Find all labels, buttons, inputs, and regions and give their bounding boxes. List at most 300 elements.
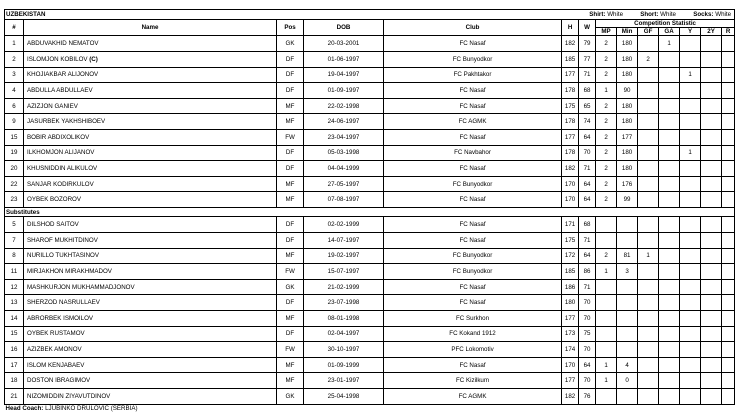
player-w: 86 — [579, 264, 596, 280]
player-y2 — [701, 161, 722, 177]
player-y2 — [701, 51, 722, 67]
player-w: 68 — [579, 83, 596, 99]
player-row — [5, 326, 735, 342]
col-name: Name — [24, 20, 277, 36]
player-min: 180 — [617, 114, 638, 130]
player-h: 175 — [562, 233, 579, 249]
player-row — [5, 342, 735, 358]
player-pos: MF — [277, 248, 304, 264]
player-name — [24, 310, 277, 326]
player-y — [680, 342, 701, 358]
player-club: FC Nasaf — [384, 83, 562, 99]
player-min — [617, 233, 638, 249]
player-name-text: ISLOMJON KOBILOV — [27, 55, 88, 63]
player-num: 19 — [5, 145, 24, 161]
player-dob: 25-04-1998 — [304, 388, 384, 404]
player-mp — [596, 326, 617, 342]
player-name-text: SHAROF MUKHITDINOV — [27, 236, 98, 244]
player-w: 79 — [579, 36, 596, 52]
player-ga — [659, 145, 680, 161]
player-name — [24, 129, 277, 145]
player-r — [722, 233, 735, 249]
player-min: 3 — [617, 264, 638, 280]
subs-body — [5, 217, 735, 404]
player-gf — [638, 98, 659, 114]
player-h: 173 — [562, 326, 579, 342]
player-y — [680, 388, 701, 404]
player-y2 — [701, 145, 722, 161]
player-mp: 1 — [596, 373, 617, 389]
player-pos: DF — [277, 67, 304, 83]
player-name-text: ABDULLA ABDULLAEV — [27, 86, 93, 94]
player-club: FC Nasaf — [384, 217, 562, 233]
player-club: FC Kokand 1912 — [384, 326, 562, 342]
player-y — [680, 98, 701, 114]
player-num: 3 — [5, 67, 24, 83]
player-pos: MF — [277, 357, 304, 373]
player-h: 177 — [562, 129, 579, 145]
player-name — [24, 388, 277, 404]
player-h: 185 — [562, 264, 579, 280]
player-name-text: SANJAR KODIRKULOV — [27, 180, 94, 188]
player-y2 — [701, 342, 722, 358]
player-y2 — [701, 192, 722, 208]
player-mp: 2 — [596, 161, 617, 177]
player-dob: 19-04-1997 — [304, 67, 384, 83]
player-h: 178 — [562, 114, 579, 130]
player-y — [680, 51, 701, 67]
player-num: 7 — [5, 233, 24, 249]
player-mp — [596, 279, 617, 295]
col-pos: Pos — [277, 20, 304, 36]
player-name — [24, 326, 277, 342]
player-num: 5 — [5, 217, 24, 233]
player-dob: 08-01-1998 — [304, 310, 384, 326]
player-pos: MF — [277, 373, 304, 389]
player-name-text: ILKHOMJON ALIJANOV — [27, 149, 95, 157]
player-name-text: OYBEK BOZOROV — [27, 196, 81, 204]
player-num: 11 — [5, 264, 24, 280]
player-num: 2 — [5, 51, 24, 67]
player-min — [617, 310, 638, 326]
player-y — [680, 295, 701, 311]
col-club: Club — [384, 20, 562, 36]
player-w: 77 — [579, 51, 596, 67]
player-mp: 2 — [596, 67, 617, 83]
col-h: H — [562, 20, 579, 36]
player-pos: FW — [277, 264, 304, 280]
team-name: UZBEKISTAN — [5, 10, 562, 20]
short-label: Short: — [640, 11, 659, 18]
player-pos: DF — [277, 217, 304, 233]
player-club: FC Nasaf — [384, 36, 562, 52]
player-gf — [638, 264, 659, 280]
player-name — [24, 264, 277, 280]
shirt-color: White — [607, 11, 624, 18]
player-num: 4 — [5, 83, 24, 99]
player-pos: MF — [277, 114, 304, 130]
player-club: FC Nasaf — [384, 98, 562, 114]
player-gf — [638, 373, 659, 389]
player-name — [24, 248, 277, 264]
player-y — [680, 279, 701, 295]
player-pos: MF — [277, 192, 304, 208]
player-name-text: JASURBEK YAKHSHIBOEV — [27, 118, 106, 126]
short-color: White — [660, 11, 676, 18]
player-name — [24, 67, 277, 83]
player-row — [5, 51, 735, 67]
player-name-text: MIRJAKHON MIRAKHMADOV — [27, 267, 112, 275]
player-h: 170 — [562, 192, 579, 208]
player-min — [617, 279, 638, 295]
player-pos: GK — [277, 36, 304, 52]
player-gf — [638, 295, 659, 311]
player-min: 81 — [617, 248, 638, 264]
col-w: W — [579, 20, 596, 36]
player-name — [24, 217, 277, 233]
player-club: FC AGMK — [384, 114, 562, 130]
player-r — [722, 357, 735, 373]
col-2y: 2Y — [701, 28, 722, 36]
player-y — [680, 161, 701, 177]
player-h: 185 — [562, 51, 579, 67]
player-name-text: NURILLO TUKHTASINOV — [27, 252, 99, 260]
player-club: FC Bunyodkor — [384, 51, 562, 67]
player-min: 180 — [617, 36, 638, 52]
player-row — [5, 83, 735, 99]
player-pos: DF — [277, 295, 304, 311]
player-r — [722, 373, 735, 389]
player-y2 — [701, 83, 722, 99]
roster-table — [4, 9, 735, 413]
player-ga — [659, 51, 680, 67]
team-header-row — [5, 10, 735, 20]
player-dob: 04-04-1999 — [304, 161, 384, 177]
player-y2 — [701, 326, 722, 342]
player-name — [24, 83, 277, 99]
player-y — [680, 176, 701, 192]
player-gf: 2 — [638, 51, 659, 67]
player-row — [5, 279, 735, 295]
player-mp — [596, 295, 617, 311]
player-row — [5, 357, 735, 373]
player-w: 74 — [579, 114, 596, 130]
player-num: 16 — [5, 342, 24, 358]
player-r — [722, 192, 735, 208]
kit-colors — [562, 10, 735, 20]
player-h: 178 — [562, 145, 579, 161]
substitutes-row — [5, 207, 735, 217]
player-num: 8 — [5, 248, 24, 264]
player-pos: FW — [277, 342, 304, 358]
player-mp — [596, 233, 617, 249]
player-r — [722, 161, 735, 177]
player-y2 — [701, 36, 722, 52]
player-y2 — [701, 98, 722, 114]
player-name-text: AZIZJON GANIEV — [27, 102, 78, 110]
player-name — [24, 98, 277, 114]
player-w: 71 — [579, 161, 596, 177]
captain-mark: (C) — [89, 55, 98, 63]
player-name — [24, 161, 277, 177]
player-y — [680, 129, 701, 145]
player-name-text: SHERZOD NASRULLAEV — [27, 299, 100, 307]
player-dob: 24-06-1997 — [304, 114, 384, 130]
player-y2 — [701, 264, 722, 280]
player-mp — [596, 310, 617, 326]
player-row — [5, 373, 735, 389]
player-gf — [638, 310, 659, 326]
player-ga — [659, 192, 680, 208]
player-r — [722, 83, 735, 99]
player-num: 22 — [5, 176, 24, 192]
player-name — [24, 373, 277, 389]
player-mp: 1 — [596, 357, 617, 373]
player-mp: 2 — [596, 36, 617, 52]
player-y — [680, 326, 701, 342]
player-r — [722, 264, 735, 280]
player-club: FC Kizilkum — [384, 373, 562, 389]
player-mp: 2 — [596, 98, 617, 114]
player-h: 180 — [562, 295, 579, 311]
player-h: 182 — [562, 388, 579, 404]
player-h: 170 — [562, 176, 579, 192]
player-name — [24, 36, 277, 52]
player-gf — [638, 326, 659, 342]
player-ga — [659, 217, 680, 233]
player-club: FC AGMK — [384, 388, 562, 404]
player-pos: FW — [277, 129, 304, 145]
player-num: 9 — [5, 114, 24, 130]
player-r — [722, 176, 735, 192]
player-min — [617, 388, 638, 404]
player-club: FC Nasaf — [384, 295, 562, 311]
player-h: 175 — [562, 98, 579, 114]
player-min — [617, 342, 638, 358]
player-name — [24, 233, 277, 249]
player-gf — [638, 342, 659, 358]
player-mp: 2 — [596, 51, 617, 67]
player-dob: 27-05-1997 — [304, 176, 384, 192]
player-num: 13 — [5, 295, 24, 311]
col-ga: GA — [659, 28, 680, 36]
player-gf — [638, 67, 659, 83]
coach-row — [5, 404, 735, 413]
player-name-text: KHUSNIDDIN ALIKULOV — [27, 164, 98, 172]
player-min: 180 — [617, 161, 638, 177]
player-row — [5, 217, 735, 233]
player-ga — [659, 176, 680, 192]
col-dob: DOB — [304, 20, 384, 36]
player-row — [5, 129, 735, 145]
player-pos: GK — [277, 279, 304, 295]
player-club: FC Nasaf — [384, 161, 562, 177]
player-gf — [638, 357, 659, 373]
player-ga — [659, 310, 680, 326]
player-mp: 2 — [596, 114, 617, 130]
player-min — [617, 217, 638, 233]
player-w: 71 — [579, 67, 596, 83]
player-mp: 2 — [596, 145, 617, 161]
player-gf — [638, 388, 659, 404]
col-comp: Competition Statistic — [596, 20, 735, 28]
player-pos: DF — [277, 145, 304, 161]
player-dob: 01-09-1999 — [304, 357, 384, 373]
shirt-label: Shirt: — [589, 11, 606, 18]
player-gf — [638, 114, 659, 130]
player-y2 — [701, 248, 722, 264]
player-mp: 2 — [596, 192, 617, 208]
player-club: FC Navbahor — [384, 145, 562, 161]
player-dob: 15-07-1997 — [304, 264, 384, 280]
player-club: PFC Lokomotiv — [384, 342, 562, 358]
player-dob: 30-10-1997 — [304, 342, 384, 358]
player-r — [722, 217, 735, 233]
player-y — [680, 373, 701, 389]
player-gf — [638, 176, 659, 192]
player-gf — [638, 129, 659, 145]
player-dob: 23-01-1997 — [304, 373, 384, 389]
player-dob: 23-04-1997 — [304, 129, 384, 145]
player-name-text: ISLOM KENJABAEV — [27, 361, 85, 369]
player-ga — [659, 114, 680, 130]
col-min: Min — [617, 28, 638, 36]
player-mp: 2 — [596, 129, 617, 145]
player-r — [722, 342, 735, 358]
player-w: 70 — [579, 342, 596, 358]
player-name-text: DILSHOD SAITOV — [27, 221, 79, 229]
player-name-text: ABRORBEK ISMOILOV — [27, 314, 94, 322]
player-ga — [659, 129, 680, 145]
player-num: 15 — [5, 326, 24, 342]
player-club: FC Bunyodkor — [384, 176, 562, 192]
player-ga — [659, 373, 680, 389]
player-gf — [638, 145, 659, 161]
col-r: R — [722, 28, 735, 36]
player-y — [680, 217, 701, 233]
player-y — [680, 357, 701, 373]
player-row — [5, 114, 735, 130]
player-name — [24, 279, 277, 295]
player-row — [5, 388, 735, 404]
player-pos: DF — [277, 233, 304, 249]
player-min: 180 — [617, 67, 638, 83]
player-ga — [659, 388, 680, 404]
player-h: 186 — [562, 279, 579, 295]
player-r — [722, 51, 735, 67]
col-y: Y — [680, 28, 701, 36]
player-mp: 2 — [596, 176, 617, 192]
player-min: 180 — [617, 98, 638, 114]
player-dob: 01-06-1997 — [304, 51, 384, 67]
player-dob: 05-03-1998 — [304, 145, 384, 161]
player-y2 — [701, 217, 722, 233]
player-mp: 1 — [596, 264, 617, 280]
player-y2 — [701, 114, 722, 130]
player-gf — [638, 36, 659, 52]
player-num: 1 — [5, 36, 24, 52]
player-w: 70 — [579, 373, 596, 389]
player-y: 1 — [680, 145, 701, 161]
player-num: 17 — [5, 357, 24, 373]
player-ga — [659, 357, 680, 373]
player-h: 177 — [562, 373, 579, 389]
player-y2 — [701, 279, 722, 295]
player-name-text: NIZOMIDDIN ZIYAVUTDINOV — [27, 392, 111, 400]
player-ga — [659, 98, 680, 114]
player-min: 176 — [617, 176, 638, 192]
player-name-text: MASHKURJON MUKHAMMADJONOV — [27, 283, 135, 291]
col-mp: MP — [596, 28, 617, 36]
player-h: 172 — [562, 248, 579, 264]
player-w: 71 — [579, 233, 596, 249]
player-club: FC Nasaf — [384, 357, 562, 373]
player-mp — [596, 217, 617, 233]
player-name — [24, 192, 277, 208]
player-h: 171 — [562, 217, 579, 233]
player-club: FC Nasaf — [384, 233, 562, 249]
player-dob: 22-02-1998 — [304, 98, 384, 114]
player-w: 70 — [579, 310, 596, 326]
player-r — [722, 98, 735, 114]
starters-body — [5, 36, 735, 208]
player-y — [680, 192, 701, 208]
player-pos: MF — [277, 98, 304, 114]
coach-name: LJUBINKO DRULOVIC (SERBIA) — [45, 405, 138, 413]
player-gf — [638, 233, 659, 249]
player-gf — [638, 217, 659, 233]
player-name — [24, 357, 277, 373]
player-num: 20 — [5, 161, 24, 177]
player-club: FC Nasaf — [384, 192, 562, 208]
player-w: 70 — [579, 295, 596, 311]
column-header-row — [5, 20, 735, 28]
player-name — [24, 145, 277, 161]
player-ga — [659, 248, 680, 264]
player-club: FC Surkhon — [384, 310, 562, 326]
player-pos: GK — [277, 388, 304, 404]
coach-cell — [5, 404, 735, 413]
player-num: 18 — [5, 373, 24, 389]
player-r — [722, 248, 735, 264]
player-h: 178 — [562, 83, 579, 99]
player-y — [680, 248, 701, 264]
player-dob: 07-08-1997 — [304, 192, 384, 208]
player-ga — [659, 295, 680, 311]
player-num: 14 — [5, 310, 24, 326]
col-gf: GF — [638, 28, 659, 36]
player-y2 — [701, 357, 722, 373]
player-name — [24, 51, 277, 67]
player-club: FC Bunyodkor — [384, 248, 562, 264]
player-ga: 1 — [659, 36, 680, 52]
player-dob: 01-09-1997 — [304, 83, 384, 99]
player-club: FC Nasaf — [384, 129, 562, 145]
player-club: FC Nasaf — [384, 279, 562, 295]
player-y — [680, 83, 701, 99]
player-r — [722, 326, 735, 342]
player-ga — [659, 161, 680, 177]
player-row — [5, 36, 735, 52]
player-dob: 02-02-1999 — [304, 217, 384, 233]
col-num: # — [5, 20, 24, 36]
player-num: 15 — [5, 129, 24, 145]
player-y — [680, 36, 701, 52]
player-w: 75 — [579, 326, 596, 342]
player-r — [722, 67, 735, 83]
player-w: 64 — [579, 176, 596, 192]
player-dob: 02-04-1997 — [304, 326, 384, 342]
